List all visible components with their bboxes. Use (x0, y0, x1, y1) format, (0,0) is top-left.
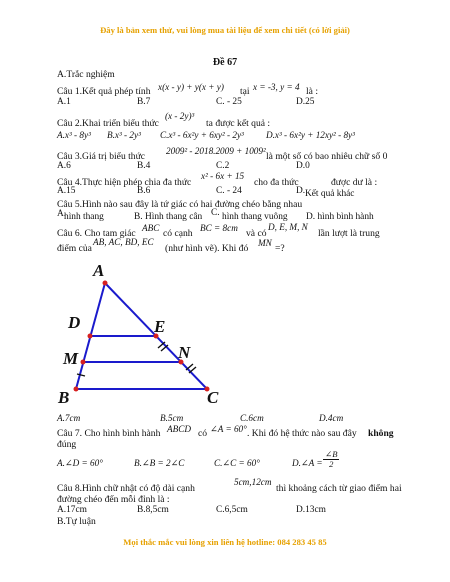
q6-segments: AB, AC, BD, EC (93, 237, 154, 247)
q3-tail: là một số có bao nhiêu chữ số 0 (266, 151, 388, 162)
q6-triangle: ABC (142, 223, 160, 233)
q7-lead: Câu 7. Cho hình bình hành (57, 428, 161, 439)
q2-lead: Câu 2.Khai triển biểu thức (57, 118, 159, 129)
q4-option-b: B.6 (137, 186, 151, 196)
q6-and: và có (246, 228, 267, 239)
q7-option-c: C.∠C = 60° (214, 458, 260, 468)
triangle-figure (50, 258, 235, 413)
q8-option-b: B.8,5cm (137, 505, 169, 515)
q7-tail: . Khi đó hệ thức nào sau đây (247, 428, 357, 439)
q1-option-d: D.25 (296, 97, 315, 107)
label-n: N (178, 343, 191, 362)
q7-line2: đúng (57, 439, 77, 450)
q4-option-a: A.15 (57, 186, 76, 196)
label-d: D (68, 313, 81, 332)
q2-option-c: C.x³ - 6x²y + 6xy² - 2y³ (160, 130, 244, 140)
q7-option-d-fraction (323, 450, 339, 469)
q6-line2-mid: (như hình vẽ). Khi đó (165, 243, 249, 254)
q1-option-c: C. - 25 (216, 97, 242, 107)
preview-notice: Đây là bản xem thử, vui lòng mua tài liệu để xem chi tiết (có lời giải) (100, 25, 350, 35)
q5-option-c-text: hình thang vuông (222, 212, 288, 222)
q8-tail: thì khoảng cách từ giao điểm hai (276, 483, 402, 494)
q6-mn: MN (258, 238, 272, 248)
q6-option-b: B.5cm (160, 413, 184, 423)
point-m (81, 360, 86, 365)
q8-option-a: A.17cm (57, 505, 87, 515)
q6-lead: Câu 6. Cho tam giác (57, 228, 136, 239)
q8-dimensions: 5cm,12cm (234, 477, 272, 487)
q6-mid: có cạnh (163, 228, 193, 239)
q5-option-c: C. (211, 208, 220, 218)
q3-lead: Câu 3.Giá trị biểu thức (57, 151, 146, 162)
q2-expression: (x - 2y)³ (165, 111, 195, 121)
q3-option-a: A.6 (57, 161, 71, 171)
vertex-b (74, 387, 79, 392)
q3-option-c: C.2 (216, 161, 230, 171)
fraction-denominator: 2 (329, 459, 334, 469)
q4-tail-2: được dư là : (331, 177, 378, 188)
section-b-heading: B.Tự luận (57, 516, 96, 527)
q1-option-a: A.1 (57, 97, 71, 107)
q1-lead: Câu 1.Kết quả phép tính (57, 86, 151, 97)
q3-expression: 2009² - 2018.2009 + 1009² (166, 146, 266, 156)
q1-condition: x = -3, y = 4 (253, 82, 300, 92)
q4-tail: cho đa thức (254, 177, 299, 188)
q2-tail: ta được kết quả : (206, 118, 271, 129)
q8-line2: đường chéo đến mỗi đỉnh là : (57, 494, 170, 505)
q5-option-b: B. Hình thang cân (134, 212, 203, 222)
point-d (88, 334, 93, 339)
q7-parallelogram: ABCD (167, 424, 191, 434)
section-a-heading: A.Trắc nghiệm (57, 69, 115, 80)
label-e: E (154, 317, 166, 336)
q7-option-b: B.∠B = 2∠C (134, 458, 185, 468)
q4-option-d-text: Kết quả khác (305, 189, 355, 199)
q5-lead: Câu 5.Hình nào sau đây là tứ giác có hai đường chéo bằng nhau (57, 199, 303, 210)
vertex-a (103, 281, 108, 286)
q4-lead: Câu 4.Thực hiện phép chia đa thức (57, 177, 192, 188)
q4-expression: x² - 6x + 15 (201, 171, 245, 181)
q1-option-b: B.7 (137, 97, 151, 107)
q6-line2-pre: điểm của (57, 243, 92, 254)
q5-option-a-text: hình thang (64, 212, 104, 222)
fraction-numerator: ∠B (325, 449, 338, 459)
q7-co: có (198, 428, 208, 439)
q5-option-d: D. hình bình hành (306, 212, 374, 222)
q6-option-a: A.7cm (57, 413, 81, 423)
label-a: A (93, 261, 105, 280)
q1-cond-pre: tại (240, 86, 250, 97)
q6-option-c: C.6cm (240, 413, 264, 423)
label-b: B (58, 388, 70, 407)
q5-option-a: A. (57, 209, 67, 219)
q7-emphasis: không (368, 428, 394, 439)
q6-points: D, E, M, N (268, 222, 308, 232)
q1-tail: là : (306, 86, 318, 97)
q7-angle: ∠A = 60° (210, 424, 247, 434)
q6-tail: lần lượt là trung (318, 228, 380, 239)
q2-option-b: B.x³ - 2y³ (107, 130, 141, 140)
q4-option-d: D. (296, 186, 306, 196)
label-c: C (207, 388, 219, 407)
q2-option-a: A.x³ - 8y³ (57, 130, 91, 140)
q1-expression: x(x - y) + y(x + y) (158, 82, 224, 92)
q3-option-d: D.0 (296, 161, 310, 171)
q6-option-d: D.4cm (319, 413, 344, 423)
q4-option-c: C. - 24 (216, 186, 242, 196)
exam-title: Đề 67 (212, 57, 238, 68)
label-m: M (63, 349, 79, 368)
q3-option-b: B.4 (137, 161, 151, 171)
q8-option-c: C.6,5cm (216, 505, 248, 515)
q7-option-d: D.∠A = (292, 458, 323, 468)
hotline-notice: Mọi thắc mắc vui lòng xin liên hệ hotline: 084 283 45 85 (123, 537, 327, 547)
tick-bm (77, 374, 85, 376)
q7-option-a: A.∠D = 60° (57, 458, 103, 468)
q6-line2-tail: =? (275, 243, 285, 254)
q2-option-d: D.x³ - 6x²y + 12xy² - 8y³ (266, 130, 355, 140)
q6-bc: BC = 8cm (200, 223, 238, 233)
q8-lead: Câu 8.Hình chữ nhật có độ dài cạnh (57, 483, 195, 494)
q8-option-d: D.13cm (296, 505, 326, 515)
